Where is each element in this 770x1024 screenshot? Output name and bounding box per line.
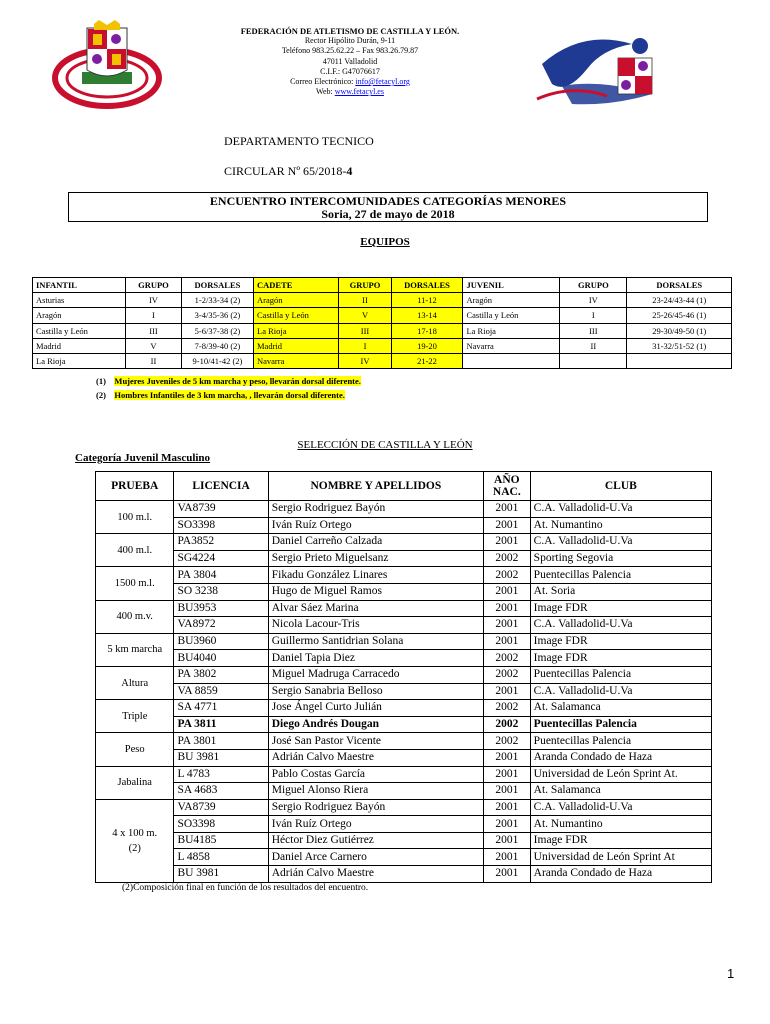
table-cell: Castilla y León bbox=[254, 308, 339, 323]
table-cell: 19-20 bbox=[391, 338, 463, 353]
email-line: Correo Electrónico: info@fetacyl.org bbox=[290, 77, 410, 87]
header-cell: NOMBRE Y APELLIDOS bbox=[268, 472, 483, 501]
table-cell: 7-8/39-40 (2) bbox=[181, 338, 253, 353]
year-cell: 2001 bbox=[483, 866, 530, 883]
license-cell: PA 3804 bbox=[174, 567, 268, 584]
year-cell: 2001 bbox=[483, 783, 530, 800]
table-row bbox=[96, 617, 712, 634]
club-cell: At. Soria bbox=[530, 583, 711, 600]
table-cell bbox=[627, 353, 732, 368]
license-cell: BU3960 bbox=[174, 633, 268, 650]
header-cell: JUVENIL bbox=[463, 278, 560, 293]
department-label: DEPARTAMENTO TECNICO bbox=[224, 134, 374, 148]
license-cell: BU 3981 bbox=[174, 866, 268, 883]
table-cell: 23-24/43-44 (1) bbox=[627, 293, 732, 308]
year-cell: 2001 bbox=[483, 517, 530, 534]
table-cell: La Rioja bbox=[254, 323, 339, 338]
table-cell: La Rioja bbox=[463, 323, 560, 338]
table-cell: Asturias bbox=[33, 293, 126, 308]
page-number: 1 bbox=[727, 966, 735, 981]
club-cell: Image FDR bbox=[530, 600, 711, 617]
name-cell: Iván Ruíz Ortego bbox=[268, 816, 483, 833]
club-cell: Puentecillas Palencia bbox=[530, 716, 711, 733]
header-cell: CLUB bbox=[530, 472, 711, 501]
table-row bbox=[33, 338, 732, 353]
name-cell: Sergio Prieto Miguelsanz bbox=[268, 550, 483, 567]
table-cell: 11-12 bbox=[391, 293, 463, 308]
club-cell: Sporting Segovia bbox=[530, 550, 711, 567]
name-cell: Daniel Tapia Diez bbox=[268, 650, 483, 667]
table-cell: 29-30/49-50 (1) bbox=[627, 323, 732, 338]
table-cell: II bbox=[125, 353, 181, 368]
table-row bbox=[96, 600, 712, 617]
year-cell: 2002 bbox=[483, 666, 530, 683]
header-cell: DORSALES bbox=[391, 278, 463, 293]
year-cell: 2001 bbox=[483, 600, 530, 617]
license-cell: BU3953 bbox=[174, 600, 268, 617]
table-cell: 9-10/41-42 (2) bbox=[181, 353, 253, 368]
header-cell: LICENCIA bbox=[174, 472, 268, 501]
license-cell: BU4040 bbox=[174, 650, 268, 667]
license-cell: SA 4771 bbox=[174, 700, 268, 717]
table-row bbox=[96, 550, 712, 567]
name-cell: Héctor Diez Gutiérrez bbox=[268, 832, 483, 849]
table-row bbox=[96, 799, 712, 816]
federation-crest-logo bbox=[52, 20, 162, 110]
name-cell: Iván Ruíz Ortego bbox=[268, 517, 483, 534]
athlete-swoosh-logo bbox=[532, 24, 677, 114]
header-cell: DORSALES bbox=[181, 278, 253, 293]
license-cell: SO 3238 bbox=[174, 583, 268, 600]
club-cell: C.A. Valladolid-U.Va bbox=[530, 799, 711, 816]
club-cell: At. Salamanca bbox=[530, 783, 711, 800]
footnote: (2)Composición final en función de los resultados del encuentro. bbox=[122, 883, 369, 893]
license-cell: L 4858 bbox=[174, 849, 268, 866]
table-cell: III bbox=[560, 323, 627, 338]
license-cell: PA3852 bbox=[174, 534, 268, 551]
year-cell: 2001 bbox=[483, 749, 530, 766]
table-row bbox=[96, 700, 712, 717]
year-cell: 2001 bbox=[483, 617, 530, 634]
table-cell: 5-6/37-38 (2) bbox=[181, 323, 253, 338]
club-cell: Aranda Condado de Haza bbox=[530, 866, 711, 883]
year-cell: 2002 bbox=[483, 650, 530, 667]
table-cell: Aragón bbox=[254, 293, 339, 308]
name-cell: Diego Andrés Dougan bbox=[268, 716, 483, 733]
year-cell: 2002 bbox=[483, 716, 530, 733]
table-cell: III bbox=[339, 323, 391, 338]
club-cell: C.A. Valladolid-U.Va bbox=[530, 501, 711, 518]
web-line: Web: www.fetacyl.es bbox=[316, 87, 384, 97]
year-cell: 2002 bbox=[483, 700, 530, 717]
name-cell: Guillermo Santidrian Solana bbox=[268, 633, 483, 650]
name-cell: Miguel Alonso Riera bbox=[268, 783, 483, 800]
table-cell: La Rioja bbox=[33, 353, 126, 368]
name-cell: Sergio Rodriguez Bayón bbox=[268, 799, 483, 816]
event-cell: 400 m.l. bbox=[96, 534, 174, 567]
name-cell: Jose Ángel Curto Julián bbox=[268, 700, 483, 717]
license-cell: SO3398 bbox=[174, 816, 268, 833]
event-title: ENCUENTRO INTERCOMUNIDADES CATEGORÍAS MENORES bbox=[209, 194, 567, 208]
address: Rector Hipólito Durán, 9-11 bbox=[304, 36, 396, 46]
license-cell: PA 3801 bbox=[174, 733, 268, 750]
license-cell: SA 4683 bbox=[174, 783, 268, 800]
table-cell: IV bbox=[125, 293, 181, 308]
name-cell: Fikadu González Linares bbox=[268, 567, 483, 584]
web-link[interactable]: www.fetacyl.es bbox=[334, 87, 384, 97]
year-cell: 2001 bbox=[483, 799, 530, 816]
table-cell: IV bbox=[339, 353, 391, 368]
table-cell: 13-14 bbox=[391, 308, 463, 323]
table-cell: III bbox=[125, 323, 181, 338]
table-row bbox=[96, 832, 712, 849]
table-header-row bbox=[96, 472, 712, 501]
note-2: (2) Hombres Infantiles de 3 km marcha, , llevarán dorsal diferente. bbox=[96, 390, 345, 400]
event-cell: Peso bbox=[96, 733, 174, 766]
table-cell: Madrid bbox=[254, 338, 339, 353]
year-cell: 2001 bbox=[483, 683, 530, 700]
phone: Teléfono 983.25.62.22 – Fax 983.26.79.87 bbox=[281, 46, 419, 56]
club-cell: At. Salamanca bbox=[530, 700, 711, 717]
club-cell: C.A. Valladolid-U.Va bbox=[530, 534, 711, 551]
year-cell: 2002 bbox=[483, 567, 530, 584]
club-cell: Image FDR bbox=[530, 650, 711, 667]
table-cell: V bbox=[125, 338, 181, 353]
license-cell: VA8972 bbox=[174, 617, 268, 634]
name-cell: Pablo Costas García bbox=[268, 766, 483, 783]
table-cell: I bbox=[560, 308, 627, 323]
year-cell: 2001 bbox=[483, 633, 530, 650]
event-cell: Jabalina bbox=[96, 766, 174, 799]
table-cell bbox=[560, 353, 627, 368]
club-cell: Aranda Condado de Haza bbox=[530, 749, 711, 766]
license-cell: PA 3802 bbox=[174, 666, 268, 683]
name-cell: Adrián Calvo Maestre bbox=[268, 866, 483, 883]
federation-header bbox=[200, 26, 500, 97]
table-cell: I bbox=[125, 308, 181, 323]
license-cell: VA 8859 bbox=[174, 683, 268, 700]
license-cell: VA8739 bbox=[174, 501, 268, 518]
header-cell: PRUEBA bbox=[96, 472, 174, 501]
cif: C.I.F.: G47076617 bbox=[320, 66, 380, 76]
name-cell: Miguel Madruga Carracedo bbox=[268, 666, 483, 683]
table-row bbox=[96, 683, 712, 700]
table-row bbox=[96, 534, 712, 551]
header-cell: GRUPO bbox=[339, 278, 391, 293]
table-cell: Navarra bbox=[254, 353, 339, 368]
table-cell: 25-26/45-46 (1) bbox=[627, 308, 732, 323]
header-cell: DORSALES bbox=[627, 278, 732, 293]
category-label: Categoría Juvenil Masculino bbox=[75, 452, 211, 464]
table-cell: II bbox=[339, 293, 391, 308]
license-cell: PA 3811 bbox=[174, 716, 268, 733]
year-cell: 2001 bbox=[483, 849, 530, 866]
city: 47011 Valladolid bbox=[322, 56, 378, 66]
table-row bbox=[96, 567, 712, 584]
name-cell: Nicola Lacour-Tris bbox=[268, 617, 483, 634]
note-1: (1) Mujeres Juveniles de 5 km marcha y peso, llevarán dorsal diferente. bbox=[96, 376, 361, 386]
table-cell: 21-22 bbox=[391, 353, 463, 368]
selection-table bbox=[95, 471, 712, 883]
table-row bbox=[33, 353, 732, 368]
table-cell: Aragón bbox=[463, 293, 560, 308]
club-cell: Image FDR bbox=[530, 633, 711, 650]
event-subtitle: Soria, 27 de mayo de 2018 bbox=[321, 207, 455, 221]
table-row bbox=[96, 501, 712, 518]
event-title-box bbox=[68, 192, 708, 222]
license-cell: SO3398 bbox=[174, 517, 268, 534]
table-row bbox=[96, 866, 712, 883]
license-cell: VA8739 bbox=[174, 799, 268, 816]
club-cell: Image FDR bbox=[530, 832, 711, 849]
table-row bbox=[96, 783, 712, 800]
year-cell: 2001 bbox=[483, 501, 530, 518]
table-cell: II bbox=[560, 338, 627, 353]
event-cell: 1500 m.l. bbox=[96, 567, 174, 600]
year-cell: 2001 bbox=[483, 832, 530, 849]
club-cell: Puentecillas Palencia bbox=[530, 666, 711, 683]
table-row bbox=[96, 517, 712, 534]
table-cell: I bbox=[339, 338, 391, 353]
table-row bbox=[96, 666, 712, 683]
name-cell: Daniel Carreño Calzada bbox=[268, 534, 483, 551]
selection-heading: SELECCIÓN DE CASTILLA Y LEÓN bbox=[297, 439, 473, 451]
table-cell: IV bbox=[560, 293, 627, 308]
table-cell: 3-4/35-36 (2) bbox=[181, 308, 253, 323]
club-cell: Puentecillas Palencia bbox=[530, 567, 711, 584]
year-cell: 2002 bbox=[483, 733, 530, 750]
table-cell: Aragón bbox=[33, 308, 126, 323]
name-cell: Daniel Arce Carnero bbox=[268, 849, 483, 866]
club-cell: C.A. Valladolid-U.Va bbox=[530, 683, 711, 700]
year-cell: 2001 bbox=[483, 816, 530, 833]
event-cell: 400 m.v. bbox=[96, 600, 174, 633]
year-cell: 2002 bbox=[483, 550, 530, 567]
event-cell: 5 km marcha bbox=[96, 633, 174, 666]
table-cell: 31-32/51-52 (1) bbox=[627, 338, 732, 353]
table-row bbox=[33, 293, 732, 308]
club-cell: Puentecillas Palencia bbox=[530, 733, 711, 750]
table-row bbox=[96, 583, 712, 600]
email-link[interactable]: info@fetacyl.org bbox=[355, 77, 410, 87]
table-row bbox=[33, 323, 732, 338]
year-cell: 2001 bbox=[483, 766, 530, 783]
table-cell: Navarra bbox=[463, 338, 560, 353]
table-row bbox=[96, 650, 712, 667]
header-cell: CADETE bbox=[254, 278, 339, 293]
club-cell: At. Numantino bbox=[530, 816, 711, 833]
header-cell: AÑO NAC. bbox=[483, 472, 530, 501]
circular-number: CIRCULAR Nº 65/2018-4 bbox=[224, 164, 353, 178]
license-cell: BU4185 bbox=[174, 832, 268, 849]
event-cell: Altura bbox=[96, 666, 174, 699]
year-cell: 2001 bbox=[483, 583, 530, 600]
header-cell: INFANTIL bbox=[33, 278, 126, 293]
license-cell: L 4783 bbox=[174, 766, 268, 783]
teams-heading: EQUIPOS bbox=[360, 236, 410, 248]
table-row bbox=[96, 816, 712, 833]
table-cell: Castilla y León bbox=[463, 308, 560, 323]
name-cell: Sergio Rodriguez Bayón bbox=[268, 501, 483, 518]
club-cell: Universidad de León Sprint At. bbox=[530, 766, 711, 783]
event-cell: 4 x 100 m. (2) bbox=[96, 799, 174, 882]
table-cell: Madrid bbox=[33, 338, 126, 353]
table-row bbox=[96, 766, 712, 783]
table-row bbox=[96, 733, 712, 750]
table-row bbox=[96, 749, 712, 766]
club-cell: Universidad de León Sprint At bbox=[530, 849, 711, 866]
table-cell: 1-2/33-34 (2) bbox=[181, 293, 253, 308]
name-cell: José San Pastor Vicente bbox=[268, 733, 483, 750]
event-cell: 100 m.l. bbox=[96, 501, 174, 534]
table-header-row bbox=[33, 278, 732, 293]
table-cell: Castilla y León bbox=[33, 323, 126, 338]
event-cell: Triple bbox=[96, 700, 174, 733]
name-cell: Hugo de Miguel Ramos bbox=[268, 583, 483, 600]
club-cell: At. Numantino bbox=[530, 517, 711, 534]
table-row bbox=[96, 849, 712, 866]
header-cell: GRUPO bbox=[125, 278, 181, 293]
license-cell: SG4224 bbox=[174, 550, 268, 567]
table-cell: 17-18 bbox=[391, 323, 463, 338]
table-row bbox=[96, 633, 712, 650]
club-cell: C.A. Valladolid-U.Va bbox=[530, 617, 711, 634]
name-cell: Sergio Sanabria Belloso bbox=[268, 683, 483, 700]
federation-name: FEDERACIÓN DE ATLETISMO DE CASTILLA Y LEÓN. bbox=[240, 26, 460, 36]
header-cell: GRUPO bbox=[560, 278, 627, 293]
table-cell bbox=[463, 353, 560, 368]
year-cell: 2001 bbox=[483, 534, 530, 551]
license-cell: BU 3981 bbox=[174, 749, 268, 766]
teams-table bbox=[32, 277, 732, 369]
table-row bbox=[96, 716, 712, 733]
name-cell: Adrián Calvo Maestre bbox=[268, 749, 483, 766]
table-cell: V bbox=[339, 308, 391, 323]
table-row bbox=[33, 308, 732, 323]
name-cell: Alvar Sáez Marina bbox=[268, 600, 483, 617]
